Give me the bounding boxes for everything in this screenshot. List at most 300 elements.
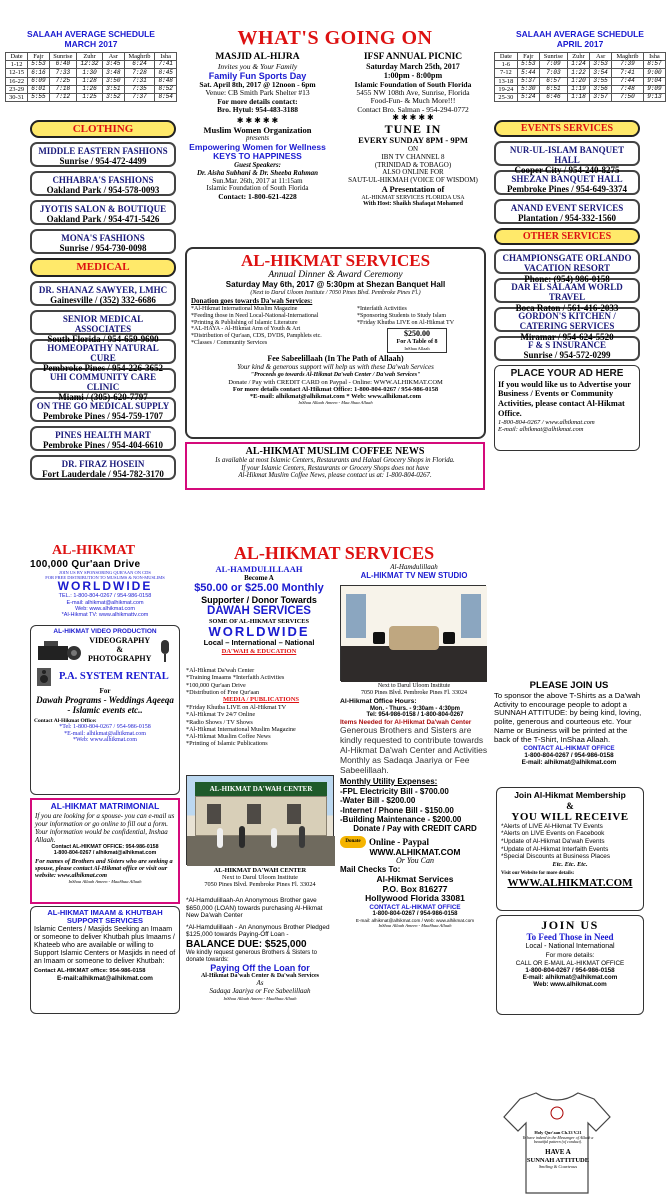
masjid-title: MASJID AL-HIJRA: [215, 52, 300, 62]
listing-phone: Phone: (954) 986-0158: [524, 273, 610, 284]
schedule-cell: 1:22: [567, 69, 589, 77]
place-ad-title: PLACE YOUR AD HERE: [510, 368, 624, 380]
utility-item: -FPL Electricity Bill - $700.00: [340, 786, 449, 796]
schedule-cell: 6:24: [124, 61, 155, 69]
place-ad-box: [494, 365, 640, 451]
listing-phone: Plantation / 954-332-1560: [518, 213, 616, 224]
service-item: *Al-Hikmat Da'wah Center: [186, 667, 255, 674]
center-as: As: [256, 979, 264, 988]
video-web: *Web: www.alhikmat.com: [73, 737, 137, 744]
shirt-have: HAVE A: [545, 1147, 571, 1156]
tune-channel: IBN TV CHANNEL 8: [381, 152, 445, 161]
tv-n3: Hollywood Florida 33081: [365, 893, 465, 904]
dinner-kind: Your kind & generous support will help us with these Da'wah Services: [237, 362, 434, 371]
qq-join: JOIN US BY SPONSORING QUR'AAN ON CDS: [59, 569, 151, 575]
service-item: *Friday Khutba LIVE on Al-Hikmat TV: [186, 703, 287, 711]
schedule-cell: 3:52: [103, 93, 125, 101]
video-tel: *Tel: 1-800-804-0267 / 954-986-0158: [59, 723, 151, 730]
qq-tel: TEL.: 1-800-804-0267 / 954-986-0158: [58, 593, 152, 600]
tv-studio-title: [340, 564, 488, 581]
center-payoff: Paying Off the Loan for: [210, 963, 310, 974]
right-directory: [494, 120, 640, 451]
events-header: EVENTS SERVICES: [494, 120, 640, 137]
schedule-cell: 16-22: [6, 77, 28, 85]
listing-box: [494, 249, 640, 284]
joinus-lni: Local - National International: [525, 942, 615, 950]
schedule-cell: 1:28: [77, 77, 103, 85]
schedule-row: [6, 69, 177, 77]
schedule-table: [5, 52, 177, 102]
schedule-header-cell: Asr: [590, 53, 612, 61]
center-cap1: AL-HIKMAT DA'WAH CENTER: [213, 867, 307, 874]
tv-hamd: Al-Hamdulillaah: [390, 563, 438, 571]
schedule-cell: 1-6: [495, 61, 518, 69]
qq-email: E-mail: alhikmat@alhikmat.com: [66, 599, 144, 606]
schedule-cell: 5:55: [28, 93, 50, 101]
service-item: *Distribution of Free Qur'aan: [186, 688, 260, 696]
place-ad-email: E-mail: alhikmat@alhikmat.com: [498, 425, 584, 433]
center-pledge: *Al-Hamdulillaah - An Anonymous Brother Pledged $125,000 towards Paying-Off Loan -: [186, 923, 330, 939]
tv-mail: Mail Checks To:: [340, 865, 401, 875]
speaker-icon: [34, 666, 56, 688]
schedule-cell: 7:25: [49, 77, 76, 85]
schedule-cell: 6:01: [28, 85, 50, 93]
shirt-tel: 1-800-804-0267 / 954-986-0158: [524, 752, 614, 760]
mwo-title: Muslim Women Organization: [203, 124, 312, 135]
whats-going-on-title: WHAT'S GOING ON: [237, 27, 433, 49]
service-item: *Training Imaams *Interfaith Activities: [186, 674, 285, 682]
schedule-cell: 12-15: [6, 69, 28, 77]
service-item: *Al-Hikmat Tv 24/7 Online: [186, 711, 256, 719]
qq-sub: 100,000 Qur'aan Drive: [30, 558, 141, 570]
schedule-cell: 3:50: [103, 77, 125, 85]
tv-h1: Mon. - Thurs. - 9:30am - 4:30pm: [369, 705, 460, 712]
listing-title: CHHABRA'S FASHIONS: [52, 175, 154, 186]
schedule-cell: 6:09: [28, 77, 50, 85]
tv-office-label: CONTACT AL-HIKMAT OFFICE: [369, 903, 461, 911]
coffee-line3: Al-Hikmat Muslim Coffee News, please contact us at: 1-800-804-0267.: [238, 472, 432, 480]
ifsf-food: Food-Fun- & Much More!!!: [370, 96, 456, 106]
schedule-cell: 8:48: [155, 77, 177, 85]
listing-phone: Oakland Park / 954-471-5426: [46, 214, 160, 225]
tune-country: (TRINIDAD & TOBAGO): [374, 160, 452, 169]
donate-button[interactable]: Donate: [340, 836, 366, 848]
matri-office: Contact AL-HIKMAT OFFICE: 954-986-0158: [51, 843, 159, 850]
schedule-month: APRIL 2017: [556, 38, 604, 49]
schedule-cell: 1:20: [567, 77, 589, 85]
video-camera-icon: [34, 638, 84, 664]
listing-title: ON THE GO MEDICAL SUPPLY: [36, 400, 170, 411]
qq-tv: *Al-Hikmat TV: www.alhikmattv.com: [61, 611, 149, 618]
schedule-cell: 1:25: [77, 93, 103, 101]
tv-tel: 1-800-804-0267 / 954-986-0158: [372, 910, 458, 917]
listing-box: [30, 455, 176, 480]
mwo-when: Sun.Mar. 26th, 2017 at 11:15am: [212, 176, 303, 185]
imaam-office: Contact AL-HIKMAT office: 954-986-0158: [34, 968, 146, 975]
price-note: For A Table of 8: [396, 339, 438, 346]
center-payoff2: Al-Hikmat Da'wah Center & Da'wah Services: [200, 973, 320, 980]
schedule-header-cell: Date: [495, 53, 518, 61]
tune-on: ON: [407, 145, 419, 153]
schedule-cell: 7:48: [612, 85, 644, 93]
membership-item: *Update of Al-Hikmat Interfaith Events: [501, 845, 609, 853]
schedule-cell: 3:53: [590, 61, 612, 69]
listing-box: [30, 339, 176, 373]
listing-title: F & S INSURANCE: [528, 340, 606, 351]
ifsf-time: 1:00pm - 8:00pm: [383, 70, 443, 80]
listing-title: NUR-UL-ISLAM BANQUET HALL: [509, 145, 625, 166]
listing-phone: Boca Raton / 561-416-2033: [515, 302, 619, 313]
video-pa: P.A. SYSTEM RENTAL: [59, 671, 169, 683]
video-l2: &: [116, 645, 124, 655]
membership-item: *Alerts of LIVE Al-Hikmat TV Events: [501, 822, 603, 830]
matri-body: If you are looking for a spouse- you can e-mail us your information or go online to fill out a form. Your information would be confidential, Inshaa Allaah.: [35, 811, 175, 844]
video-email: *E-mail: alhikmat@alhikmat.com: [64, 730, 146, 737]
qq-web: Web: www.alhikmat.com: [75, 605, 135, 612]
tune-by: AL-HIKMAT SERVICES FLORIDA USA: [361, 194, 465, 201]
membership-item: *Special Discounts at Business Places: [501, 853, 611, 861]
utility-item: -Building Maintenance - $200.00: [340, 815, 462, 825]
tune-when: EVERY SUNDAY 8PM - 9PM: [358, 135, 468, 146]
listing-box: [494, 199, 640, 224]
tv-www[interactable]: WWW.ALHIKMAT.COM: [369, 846, 461, 857]
services-support: [184, 565, 334, 655]
serv-become: Become A: [244, 573, 274, 582]
donation-item: *Feeding those in Need Local-National-International: [191, 312, 319, 319]
schedule-cell: 7:41: [155, 61, 177, 69]
member-etc: Etc. Etc. Etc.: [552, 860, 588, 868]
listing-title: SENIOR MEDICAL ASSOCIATES: [62, 313, 144, 334]
center-loan-text: *Al-Hamdulillaah-An Anonymous Brother gave $650,000 (LOAN) towards purchasing Al-Hikmat New Da'wah Center: [186, 897, 323, 920]
schedule-header-cell: Zuhr: [567, 53, 589, 61]
serv-lni: Local – International – National: [203, 638, 315, 648]
listing-phone: Sunrise / 954-572-0299: [523, 350, 611, 361]
masjid-more: For more details contact:: [217, 96, 298, 106]
medical-header: MEDICAL: [30, 258, 176, 276]
schedule-header-cell: Fajr: [28, 53, 50, 61]
dinner-donation-heading: Donation goes towards Da'wah Services:: [191, 297, 313, 306]
serv-supporter: Supporter / Donor Towards: [201, 594, 317, 605]
tshirt-print: [522, 1131, 594, 1169]
listing-title: UHI COMMUNITY CARE CLINIC: [49, 371, 157, 392]
listing-box: [30, 142, 176, 167]
schedule-cell: 1-12: [6, 61, 28, 69]
price: $250.00: [404, 329, 430, 339]
mwo-contact: Contact: 1-800-621-4228: [218, 192, 297, 202]
left-directory: [30, 120, 176, 484]
tv-ins: InShaa Allaah Ameen - MaaShaa Allaah: [378, 922, 452, 928]
schedule-cell: 7:31: [124, 77, 155, 85]
tune-also: ALSO ONLINE FOR: [382, 168, 444, 177]
shirt-office: CONTACT AL-HIKMAT OFFICE: [523, 745, 615, 753]
schedule-cell: 7:35: [124, 85, 155, 93]
schedule-header-cell: Fajr: [517, 53, 539, 61]
schedule-header-cell: Zuhr: [77, 53, 103, 61]
listing-title: CHAMPIONSGATE ORLANDO VACATION RESORT: [502, 253, 632, 274]
listing-title: PINES HEALTH MART: [55, 429, 151, 440]
membership-box: [496, 787, 644, 911]
schedule-cell: 7:09: [539, 61, 567, 69]
service-item: *Radio Shows / TV Shows: [186, 718, 253, 726]
center-loan: [186, 897, 334, 1001]
ifsf-date: Saturday March 25th, 2017: [366, 61, 460, 71]
schedule-cell: 9:13: [643, 93, 665, 101]
services-title: AL-HIKMAT SERVICES: [233, 543, 435, 563]
listing-title: DR. FIRAZ HOSEIN: [61, 458, 145, 469]
member-visit: Visit our Website for more details:: [501, 870, 575, 876]
schedule-cell: 5:37: [517, 77, 539, 85]
services-list: [186, 667, 336, 748]
schedule-cell: 3:57: [590, 93, 612, 101]
schedule-cell: 19-24: [495, 85, 518, 93]
schedule-header-cell: Maghrib: [124, 53, 155, 61]
listing-box: [30, 281, 176, 306]
schedule-row: [495, 77, 666, 85]
join-shirt: [494, 681, 644, 766]
separator-stars: ✱ ✱ ✱ ✱ ✱: [236, 115, 279, 125]
dinner-more: For more details contact Al-Hikmat Office: 1-800-804-0267 / 954-986-0158: [232, 385, 439, 393]
dinner-email: *E-mail: alhikmat@alhikmat.com * Web: www.alhikmat.com: [249, 393, 422, 401]
dinner-sub: Annual Dinner & Award Ceremony: [268, 270, 403, 281]
tv-body: Generous Brothers and Sisters are kindly requested to contribute towards Al-Hikmat Da'wah Center and Activities Monthly as Sadaqa Jaariya or Fee Sabeelillaah.: [340, 725, 488, 775]
listing-box: [494, 278, 640, 313]
donation-item: *Classes / Community Services: [191, 339, 268, 346]
coffee-line2: If your Islamic Centers, Restaurants or Grocery Shops does not have: [241, 464, 429, 472]
center-caption: [186, 867, 334, 888]
schedule-cell: 3:45: [103, 61, 125, 69]
schedule-cell: 6:51: [539, 85, 567, 93]
member-amp: &: [566, 800, 574, 811]
listing-title: ANAND EVENT SERVICES: [510, 203, 624, 214]
joinus-web: Web: www.alhikmat.com: [533, 980, 607, 988]
schedule-cell: 13-18: [495, 77, 518, 85]
tv-need: Items Needed for Al-Hikmat Da'wah Center: [340, 719, 472, 727]
masjid-event: [180, 52, 335, 202]
listing-phone: Pembroke Pines / 954-759-1707: [42, 410, 164, 421]
qq-free: FOR FREE DISTRIBUTION TO MUSLIMS & NON-MUSLIMS: [45, 574, 165, 580]
listing-box: [30, 200, 176, 225]
schedule-title: SALAAH AVERAGE SCHEDULE: [516, 29, 644, 39]
place-ad-contact: 1-800-804-0267 / www.alhikmat.com: [498, 418, 595, 426]
imaam-title: AL-HIKMAT IMAAM & KHUTBAH: [47, 908, 163, 917]
schedule-cell: 3:56: [590, 85, 612, 93]
listing-title: JYOTIS SALON & BOUTIQUE: [39, 204, 167, 215]
schedule-row: [495, 93, 666, 101]
microphone-icon: [155, 638, 175, 664]
dinner-donate: Donate / Pay with CREDIT CARD on Paypal - Online: WWW.ALHIKMAT.COM: [228, 378, 443, 386]
tv-office: [340, 698, 490, 928]
listing-phone: Cooper City / 954-240-8275: [514, 165, 620, 176]
listing-phone: Miramar / 954-624-5520: [520, 331, 614, 342]
member-web[interactable]: WWW.ALHIKMAT.COM: [507, 876, 633, 889]
schedule-cell: 1:19: [567, 85, 589, 93]
place-ad-body: If you would like us to Advertise your Business / Events or Community Activities, please contact Al-Hikmat Office.: [498, 379, 631, 418]
shirt-join: PLEASE JOIN US: [529, 680, 609, 691]
schedule-cell: 1:18: [567, 93, 589, 101]
dawah-center-photo: [186, 775, 334, 865]
schedule-cell: 7:39: [612, 61, 644, 69]
schedule-cell: 5:30: [517, 85, 539, 93]
shirt-q: Holy Qur'aan Ch.33 V.21: [534, 1130, 582, 1135]
listing-title: SHEZAN BANQUET HALL: [511, 174, 623, 185]
shirt-attitude: SUNNAH ATTITUDE: [526, 1156, 590, 1164]
top-page: [0, 0, 670, 508]
serv-amount: $50.00 or $25.00 Monthly: [194, 582, 324, 595]
schedule-header-cell: Asr: [103, 53, 125, 61]
video-contact: Contact Al-Hikmat Office:: [34, 717, 97, 724]
listing-box: [494, 336, 640, 361]
schedule-cell: 6:40: [49, 61, 76, 69]
qq-title: AL-HIKMAT: [52, 543, 135, 558]
service-item: *Al-Hikmat International Muslim Magazine: [186, 725, 296, 733]
video-programs: Dawah Programs - Weddings Aqeeqa - Islamic events etc..: [36, 694, 174, 715]
join-feed-box: [496, 915, 644, 1015]
listing-box: [30, 368, 176, 402]
ifsf-contact: Contact Bro. Salman - 954-294-0772: [357, 104, 469, 114]
center-sadaqa: Sadaqa Jaariya or Fee Sabeelillaah: [209, 986, 311, 995]
tv-cap1: Next to Darul Uloom Institute: [377, 683, 451, 689]
listing-box: [494, 141, 640, 176]
dinner-proceeds: "Proceeds go towards Al-Hikmat Da'wah Center / Da'wah Services": [250, 371, 421, 378]
donation-item: *Sponsoring Students to Study Islam: [357, 312, 447, 319]
center-sign: AL-HIKMAT DA'WAH CENTER: [195, 782, 327, 796]
mwo-speakers: Dr. Aisha Subhani & Dr. Sheeba Rahman: [196, 168, 319, 177]
schedule-cell: 1:24: [567, 61, 589, 69]
qq-worldwide: WORLDWIDE: [57, 578, 153, 593]
donation-item: *Al-Hikmat International Muslim Magazine: [191, 306, 298, 313]
imaam-email: E-mail:alhikmat@alhikmat.com: [57, 974, 153, 982]
donation-item: *AL-HAYA - Al-Hikmat Arm of Youth & Art: [191, 326, 301, 333]
listing-box: [30, 229, 176, 254]
listing-phone: Pembroke Pines / 954-226-3652: [42, 362, 164, 373]
schedule-cell: 1:26: [77, 85, 103, 93]
tv-n2: P.O. Box 816277: [382, 883, 448, 894]
tv-util: Monthly Utility Expenses:: [340, 776, 438, 786]
shirt-smile: Smiling & Courteous: [538, 1163, 578, 1169]
joinus-more: For more details:: [545, 952, 595, 960]
imaam-body: Islamic Centers / Masjids Seeking an Imaam or someone to deliver Khutbah plus Imaams / Khateeb who are available or willing to Support Islamic Centers or Masjids in need of an Imaam or someone to deliver Khutbah:: [34, 925, 176, 965]
schedule-cell: 3:54: [590, 69, 612, 77]
schedule-table: [494, 52, 666, 102]
other-header: OTHER SERVICES: [494, 228, 640, 245]
serv-dawah: DAWAH SERVICES: [207, 604, 311, 617]
listing-phone: Pembroke Pines / 954-404-6610: [42, 439, 164, 450]
schedule-cell: 7:37: [124, 93, 155, 101]
matri-ins: InShaa Allaah Ameen - MaaShaa Allaah: [68, 878, 142, 884]
service-item: *100,000 Qur'aan Drive: [186, 681, 246, 689]
utility-item: -Water Bill - $200.00: [340, 796, 416, 806]
schedule-cell: 7:18: [49, 85, 76, 93]
mwo-guest: Guest Speakers:: [234, 160, 281, 169]
schedule-cell: 7:41: [612, 69, 644, 77]
serv-worldwide: WORLDWIDE: [208, 623, 310, 639]
listing-phone: Oakland Park / 954-578-0093: [46, 185, 160, 196]
serv-hamd: AL-HAMDULILLAAH: [215, 564, 303, 574]
utility-item: -Internet / Phone Bill - $150.00: [340, 805, 454, 815]
donation-item: *Friday Khutba LIVE on Al-Hikmat TV: [357, 319, 455, 326]
tv-paypal: Online - Paypal: [369, 836, 430, 847]
quran-drive: [30, 543, 180, 623]
member-receive: YOU WILL RECEIVE: [511, 810, 629, 823]
coffee-title: AL-HIKMAT MUSLIM COFFEE NEWS: [245, 446, 425, 457]
masjid-event-name: Family Fun Sports Day: [208, 71, 307, 82]
masjid-when: Sat. April 8th, 2017 @ 12noon - 6pm: [199, 80, 316, 90]
schedule-cell: 6:57: [539, 77, 567, 85]
center-ins: InShaa Allaah Ameen - MaaShaa Allaah: [223, 995, 297, 1001]
bottom-page: [0, 535, 670, 1169]
listing-box: [30, 426, 176, 451]
joinus-call: CALL OR E-MAIL AL-HIKMAT OFFICE: [515, 959, 625, 967]
imaam-support: [30, 906, 180, 1014]
schedule-title: SALAAH AVERAGE SCHEDULE: [27, 29, 155, 39]
listing-box: [30, 171, 176, 196]
dinner-fee: Fee Sabeelillaah (In The Path of Allaah): [267, 354, 404, 364]
coffee-news-box: [185, 442, 485, 490]
schedule-cell: 8:52: [155, 85, 177, 93]
schedule-row: [6, 61, 177, 69]
shirt-body: To sponsor the above T-Shirts as a Da'wah Activity to encourage people to adopt a SUNNAH ATTITUDE: by being kind, loving, polite, generous and courteous etc. Your Name or Business will be printed at the back of the T-Shirt, InShaa Allaah.: [494, 690, 642, 745]
serv-some: SOME OF AL-HIKMAT SERVICES: [209, 617, 309, 625]
schedule-cell: 6:16: [28, 69, 50, 77]
shirt-verse: Ye have indeed in the Messenger of Allaah a beautiful pattern (of conduct).: [522, 1134, 594, 1145]
ifsf-event: [338, 52, 488, 208]
schedule-row: [495, 69, 666, 77]
schedule-cell: 9:04: [643, 77, 665, 85]
center-cap3: 7050 Pines Blvd. Pembroke Pines Fl. 33024: [204, 881, 316, 889]
schedule-cell: 6:46: [539, 93, 567, 101]
donation-item: *Distribution of Qur'aan, CDS, DVDS, Pamphlets etc.: [191, 333, 322, 340]
listing-phone: Sunrise / 954-730-0098: [59, 243, 147, 254]
schedule-cell: 30-31: [6, 93, 28, 101]
schedule-header-cell: Isha: [643, 53, 665, 61]
service-item: *Printing of Islamic Publications: [186, 740, 268, 748]
ifsf-title: IFSF ANNUAL PICNIC: [363, 52, 463, 62]
donation-item: *Interfaith Activities: [357, 306, 407, 313]
schedule-cell: 5:44: [517, 69, 539, 77]
schedule-header-cell: Maghrib: [612, 53, 644, 61]
schedule-header-cell: Date: [6, 53, 28, 61]
tv-title: AL-HIKMAT TV NEW STUDIO: [360, 570, 468, 580]
tune-presentation: A Presentation of: [381, 184, 445, 195]
schedule-cell: 8:54: [155, 93, 177, 101]
donation-item: *Printing & Publishing of Islamic Literature: [191, 319, 298, 326]
schedule-cell: 8:57: [643, 61, 665, 69]
tv-caption: [340, 683, 488, 696]
imaam-sub: SUPPORT SERVICES: [66, 916, 144, 926]
listing-phone: Fort Lauderdale / 954-782-3170: [42, 468, 164, 479]
joinus-sub: To Feed Those in Need: [526, 932, 614, 943]
schedule-cell: 5:53: [28, 61, 50, 69]
coffee-line1: Is available at most Islamic Centers, Restaurants and Halaal Grocery Shops in Florida.: [215, 457, 455, 465]
tv-cap2: 7050 Pines Blvd. Pembroke Pines Fl. 33024: [360, 689, 467, 696]
mwo-where: Islamic Foundation of South Florida: [206, 184, 309, 193]
schedule-cell: 7:12: [49, 93, 76, 101]
dinner-title: AL-HIKMAT SERVICES: [240, 251, 431, 270]
price-box: [387, 328, 447, 353]
schedule-cell: 9:00: [643, 69, 665, 77]
tune-saut: SAUT-UL-HIKMAH (VOICE OF WISDOM): [348, 176, 478, 185]
tv-studio-photo: [340, 585, 486, 681]
member-title: Join Al-Hikmat Membership: [514, 790, 626, 800]
clothing-header: CLOTHING: [30, 120, 176, 138]
tv-h2: Tel: 954-986-0158 / 1-800-804-0267: [366, 712, 464, 719]
video-l1: VIDEOGRAPHY: [89, 636, 151, 646]
shirt-em: E-mail: alhikmat@alhikmat.com: [521, 759, 617, 767]
tv-em: E-mail: alhikmat@alhikmat.com / Web: www.alhikmat.com: [355, 917, 475, 923]
dinner-where: (Next to Darul Uloom Institute / 7050 Pines Blvd. Pembroke Pines Fl.): [250, 289, 421, 296]
schedule-cell: 1:30: [77, 69, 103, 77]
schedule-month: MARCH 2017: [64, 38, 118, 49]
